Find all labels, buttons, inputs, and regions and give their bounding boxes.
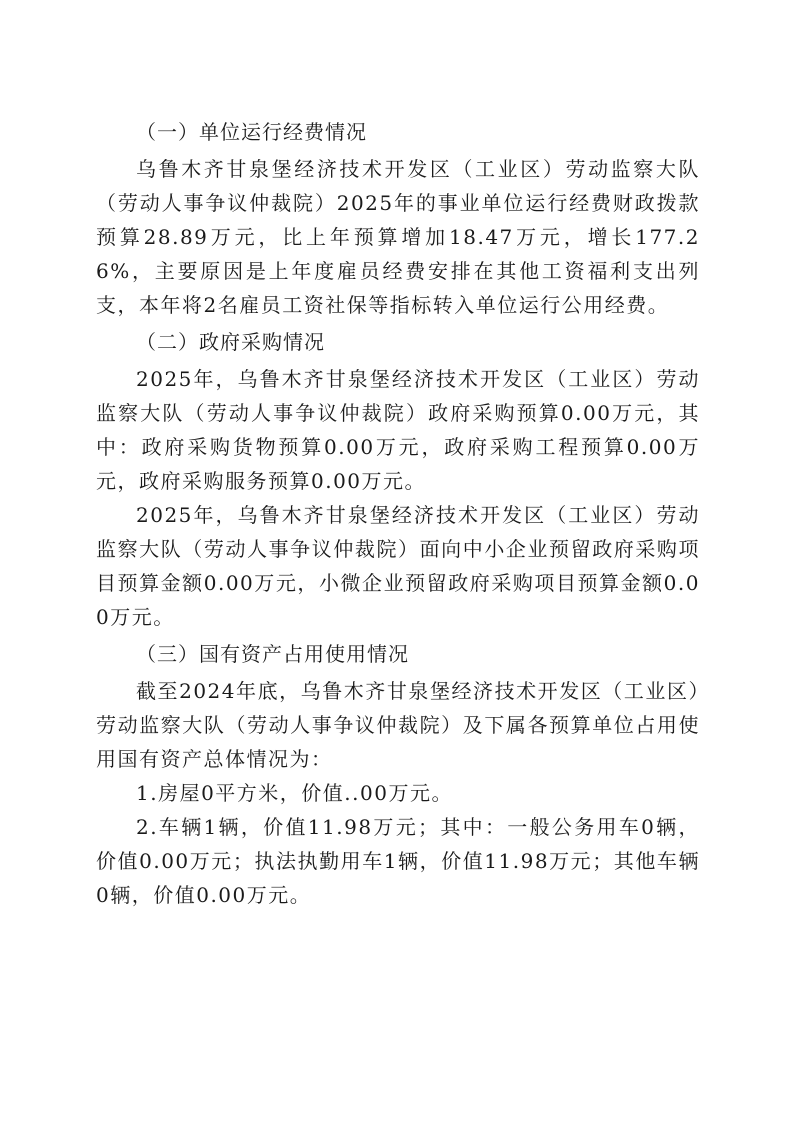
list-item-vehicles: 2.车辆1辆，价值11.98万元；其中：一般公务用车0辆，价值0.00万元；执法执勤用车1辆，价值11.98万元；其他车辆0辆，价值0.00万元。 bbox=[96, 815, 700, 907]
section-heading-operating-expenses: （一）单位运行经费情况 bbox=[136, 120, 367, 144]
list-item-buildings: 1.房屋0平方米，价值..00万元。 bbox=[136, 781, 453, 805]
section-heading-state-assets: （三）国有资产占用使用情况 bbox=[136, 642, 409, 666]
paragraph-assets-overview: 截至2024年底，乌鲁木齐甘泉堡经济技术开发区（工业区）劳动监察大队（劳动人事争议仲裁院）及下属各预算单位占用使用国有资产总体情况为： bbox=[96, 679, 700, 771]
section-heading-government-procurement: （二）政府采购情况 bbox=[136, 330, 325, 354]
document-body bbox=[96, 112, 700, 912]
paragraph-procurement-budget: 2025年，乌鲁木齐甘泉堡经济技术开发区（工业区）劳动监察大队（劳动人事争议仲裁院）政府采购预算0.00万元，其中：政府采购货物预算0.00万元，政府采购工程预算0.00万元，政府采购服务预算0.00万元。 bbox=[96, 367, 700, 493]
paragraph-procurement-sme: 2025年，乌鲁木齐甘泉堡经济技术开发区（工业区）劳动监察大队（劳动人事争议仲裁院）面向中小企业预留政府采购项目预算金额0.00万元，小微企业预留政府采购项目预算金额0.00万元。 bbox=[96, 503, 700, 629]
paragraph-operating-expenses: 乌鲁木齐甘泉堡经济技术开发区（工业区）劳动监察大队（劳动人事争议仲裁院）2025年的事业单位运行经费财政拨款预算28.89万元，比上年预算增加18.47万元，增长177.26%，主要原因是上年度雇员经费安排在其他工资福利支出列支，本年将2名雇员工资社保等指标转入单位运行公用经费。 bbox=[96, 157, 700, 317]
